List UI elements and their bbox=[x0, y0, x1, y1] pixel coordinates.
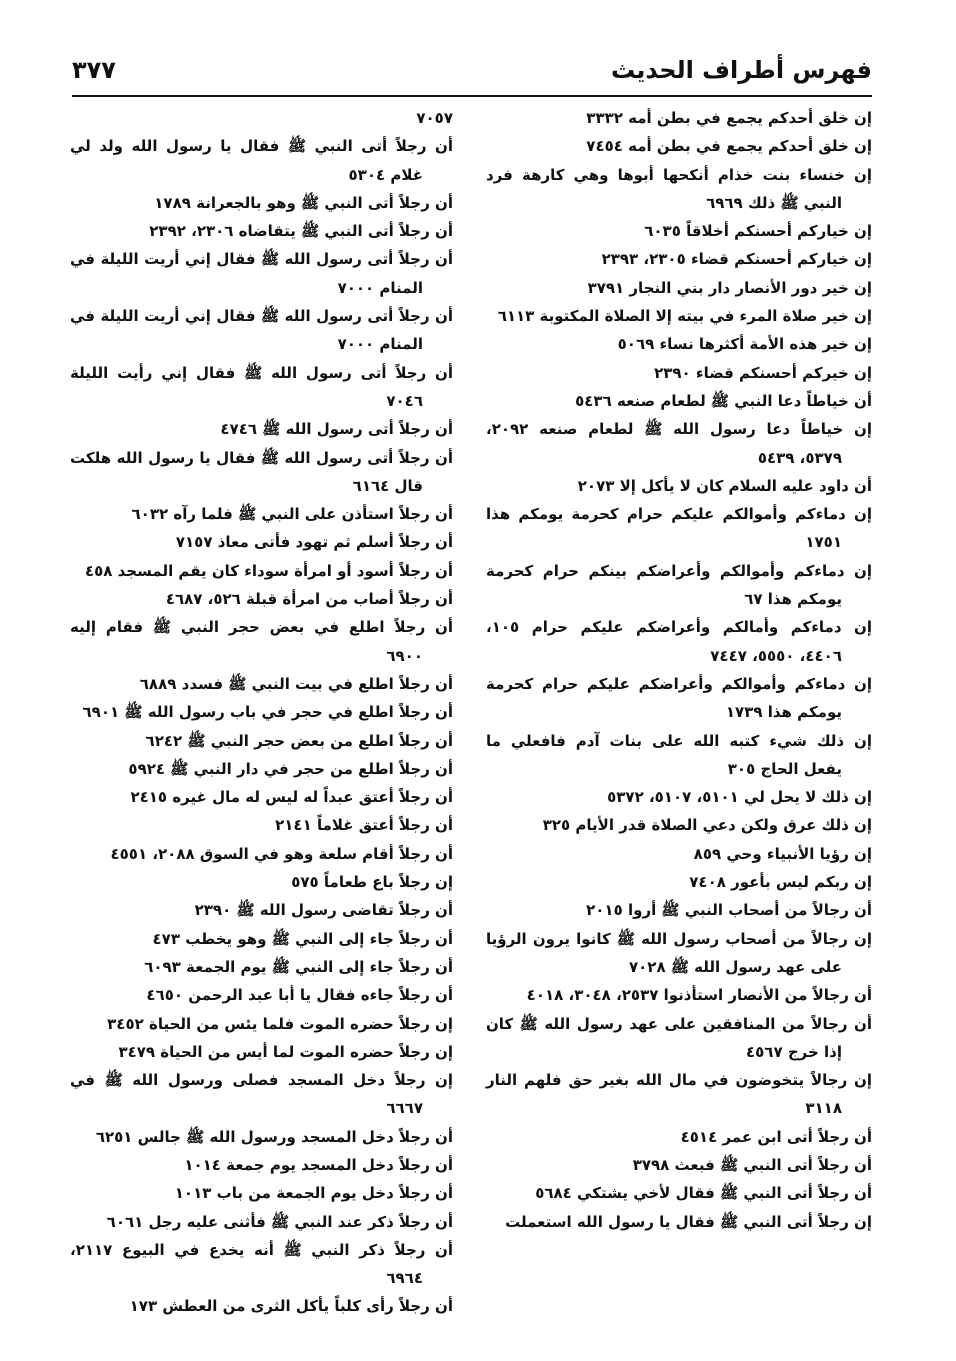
index-entry: إن خياطاً دعا رسول الله ﷺ لطعام صنعه ٢٠٩٢، ٥٣٧٩، ٥٤٣٩ bbox=[486, 420, 872, 467]
index-entry: أن خياطاً دعا النبي ﷺ لطعام صنعه ٥٤٣٦ bbox=[575, 391, 872, 410]
index-entry: إن ذلك عرق ولكن دعي الصلاة قدر الأيام ٣٢٥ bbox=[542, 816, 872, 835]
index-entry: أن رجلاً رأى كلباً يأكل الثرى من العطش ١٧٣ bbox=[129, 1297, 453, 1316]
index-entry: إن رجلاً باع طعاماً ٥٧٥ bbox=[291, 873, 453, 892]
index-entry: إن رجلاً حضره الموت لما أيس من الحياة ٣٤٧٩ bbox=[118, 1042, 453, 1061]
right-column bbox=[486, 104, 872, 1236]
index-entry: أن رجلاً دخل يوم الجمعة من باب ١٠١٣ bbox=[174, 1184, 453, 1203]
index-entry: أن رجلاً تقاضى رسول الله ﷺ ٢٣٩٠ bbox=[194, 901, 453, 920]
index-entry: أن رجلاً ذكر عند النبي ﷺ فأثنى عليه رجل ٦٠٦١ bbox=[106, 1212, 453, 1231]
index-entry: أن رجلاً أتى النبي ﷺ وهو بالجعرانة ١٧٨٩ bbox=[154, 193, 453, 212]
index-entry: أن رجلاً جاءه فقال يا أبا عبد الرحمن ٤٦٥٠ bbox=[146, 986, 453, 1005]
index-entry: أن رجلاً اطلع من حجر في دار النبي ﷺ ٥٩٢٤ bbox=[128, 759, 453, 778]
index-entry: إن ذلك لا يحل لي ٥١٠١، ٥١٠٧، ٥٣٧٢ bbox=[607, 788, 872, 807]
index-entry: إن دماءكم وأمالكم وأعراضكم عليكم حرام ١٠٥، ٤٤٠٦، ٥٥٥٠، ٧٤٤٧ bbox=[486, 618, 872, 665]
index-entry: إن خلق أحدكم يجمع في بطن أمه ٧٤٥٤ bbox=[586, 137, 872, 156]
index-entry: أن داود عليه السلام كان لا يأكل إلا ٢٠٧٣ bbox=[577, 476, 872, 495]
index-entry: أن رجلاً أصاب من امرأة قبلة ٥٢٦، ٤٦٨٧ bbox=[165, 590, 453, 609]
index-entry: أن رجالاً من الأنصار استأذنوا ٢٥٣٧، ٣٠٤٨، ٤٠١٨ bbox=[526, 986, 872, 1005]
index-entry: إن رجلاً دخل المسجد فصلى ورسول الله ﷺ في ٦٦٦٧ bbox=[70, 1071, 453, 1118]
index-entry: أن رجلاً أعتق عبداً له ليس له مال غيره ٢٤١٥ bbox=[130, 788, 453, 807]
index-entry: أن رجلاً استأذن على النبي ﷺ فلما رآه ٦٠٣٢ bbox=[131, 505, 453, 524]
index-entry: إن ذلك شيء كتبه الله على بنات آدم فافعلي ما يفعل الحاج ٣٠٥ bbox=[486, 731, 872, 778]
index-entry: أن رجلاً أتى النبي ﷺ فقال لأخي يشتكي ٥٦٨٤ bbox=[535, 1184, 872, 1203]
index-entry: أن رجلاً جاء إلى النبي ﷺ يوم الجمعة ٦٠٩٣ bbox=[144, 957, 453, 976]
index-entry: إن خلق أحدكم يجمع في بطن أمه ٣٣٣٢ bbox=[586, 109, 872, 127]
index-entry: إن دماءكم وأموالكم عليكم حرام كحرمة يومكم هذا ١٧٥١ bbox=[486, 505, 872, 552]
index-entry: أن رجلاً أتى النبي ﷺ فبعث ٣٧٩٨ bbox=[632, 1155, 872, 1174]
index-entry: أن رجلاً أتى رسول الله ﷺ ٤٧٤٦ bbox=[220, 420, 453, 439]
left-column bbox=[70, 104, 453, 1321]
index-entry: أن رجلاً دخل المسجد يوم جمعة ١٠١٤ bbox=[184, 1155, 453, 1174]
index-entry: أن رجلاً أتى النبي ﷺ فقال يا رسول الله ولد لي غلام ٥٣٠٤ bbox=[70, 137, 453, 184]
index-entry: أن رجلاً جاء إلى النبي ﷺ وهو يخطب ٤٧٣ bbox=[152, 929, 453, 948]
index-entry: أن رجلاً دخل المسجد ورسول الله ﷺ جالس ٦٢٥١ bbox=[95, 1127, 453, 1146]
index-entry: أن رجلاً أعتق غلاماً ٢١٤١ bbox=[275, 816, 453, 835]
index-entry: أن رجلاً أسود أو امرأة سوداء كان يقم المسجد ٤٥٨ bbox=[84, 561, 453, 580]
index-entry: أن رجلاً أتى ابن عمر ٤٥١٤ bbox=[680, 1127, 872, 1146]
index-entry: أن رجالاً من المنافقين على عهد رسول الله ﷺ كان إذا خرج ٤٥٦٧ bbox=[486, 1014, 872, 1061]
index-entry: أن رجلاً أتى النبي ﷺ يتقاضاه ٢٣٠٦، ٢٣٩٢ bbox=[149, 222, 453, 241]
index-entry: أن رجلاً اطلع من بعض حجر النبي ﷺ ٦٢٤٢ bbox=[145, 731, 453, 750]
index-entry: ٧٠٥٧ bbox=[416, 109, 453, 127]
index-entry: إن خيركم أحسنكم قضاء ٢٣٩٠ bbox=[654, 363, 872, 382]
index-entry: أن رجلاً أتى رسول الله ﷺ فقال يا رسول الله هلكت قال ٦١٦٤ bbox=[70, 448, 453, 495]
header-rule bbox=[72, 95, 872, 97]
index-entry: أن رجلاً أسلم ثم تهود فأتى معاذ ٧١٥٧ bbox=[175, 533, 453, 552]
index-entry: إن خياركم أحسنكم أخلاقاً ٦٠٣٥ bbox=[644, 222, 872, 241]
index-entry: إن ربكم ليس بأعور ٧٤٠٨ bbox=[689, 873, 872, 892]
index-entry: إن خياركم أحسنكم قضاء ٢٣٠٥، ٢٣٩٣ bbox=[601, 250, 872, 269]
page-title: فهرس أطراف الحديث bbox=[611, 56, 872, 84]
index-entry: إن خير دور الأنصار دار بني النجار ٣٧٩١ bbox=[587, 278, 872, 297]
index-entry: إن خنساء بنت خذام أنكحها أبوها وهي كارهة فرد النبي ﷺ ذلك ٦٩٦٩ bbox=[486, 165, 872, 212]
index-entry: إن رجلاً أتى النبي ﷺ فقال يا رسول الله استعملت bbox=[505, 1212, 872, 1231]
index-entry: إن دماءكم وأموالكم وأعراضكم عليكم حرام كحرمة يومكم هذا ١٧٣٩ bbox=[486, 674, 872, 722]
index-entry: إن رجالاً من أصحاب رسول الله ﷺ كانوا يرون الرؤيا على عهد رسول الله ﷺ ٧٠٢٨ bbox=[486, 929, 872, 976]
index-entry: إن خير هذه الأمة أكثرها نساء ٥٠٦٩ bbox=[617, 335, 872, 354]
index-entry: أن رجلاً اطلع في حجر في باب رسول الله ﷺ ٦٩٠١ bbox=[82, 703, 453, 722]
index-entry: أن رجلاً أتى رسول الله ﷺ فقال إني أريت الليلة في المنام ٧٠٠٠ bbox=[70, 307, 453, 354]
index-entry: أن رجلاً اطلع في بيت النبي ﷺ فسدد ٦٨٨٩ bbox=[139, 674, 453, 693]
index-entry: أن رجالاً من أصحاب النبي ﷺ أروا ٢٠١٥ bbox=[586, 901, 872, 920]
index-entry: أن رجلاً أتى رسول الله ﷺ فقال إني أريت الليلة في المنام ٧٠٠٠ bbox=[70, 250, 453, 297]
running-header bbox=[72, 56, 872, 92]
index-entry: أن رجلاً أقام سلعة وهو في السوق ٢٠٨٨، ٤٥٥١ bbox=[110, 844, 453, 863]
index-entry: إن رجلاً حضره الموت فلما يئس من الحياة ٣٤٥٢ bbox=[107, 1014, 453, 1033]
index-entry: أن رجلاً أتى رسول الله ﷺ فقال إني رأيت الليلة ٧٠٤٦ bbox=[70, 363, 453, 410]
index-entry: أن رجلاً ذكر النبي ﷺ أنه يخدع في البيوع ٢١١٧، ٦٩٦٤ bbox=[70, 1240, 453, 1288]
page-number: ٣٧٧ bbox=[72, 56, 116, 84]
index-entry: إن رؤيا الأنبياء وحي ٨٥٩ bbox=[693, 844, 872, 863]
index-entry: إن رجالاً يتخوضون في مال الله بغير حق فلهم النار ٣١١٨ bbox=[486, 1071, 872, 1118]
index-entry: أن رجلاً اطلع في بعض حجر النبي ﷺ فقام إليه ٦٩٠٠ bbox=[70, 618, 453, 665]
index-entry: إن خير صلاة المرء في بيته إلا الصلاة المكتوبة ٦١١٣ bbox=[497, 307, 872, 326]
index-entry: إن دماءكم وأموالكم وأعراضكم بينكم حرام كحرمة يومكم هذا ٦٧ bbox=[486, 561, 872, 609]
